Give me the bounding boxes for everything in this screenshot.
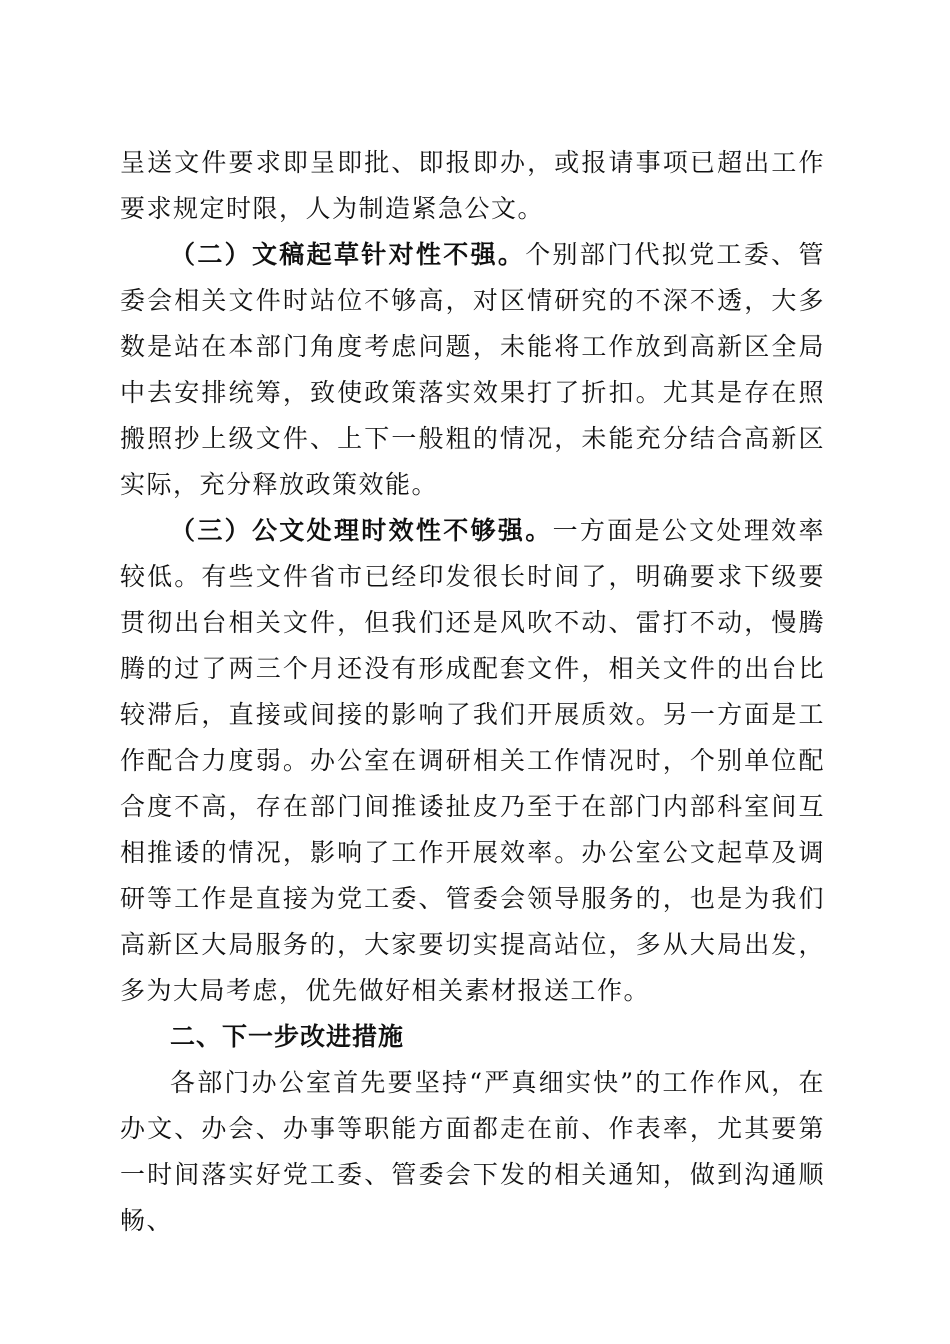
- paragraph-item-two: [120, 232, 825, 508]
- paragraph-measures: [120, 1060, 825, 1244]
- paragraph-text: 呈送文件要求即呈即批、即报即办，或报请事项已超出工作要求规定时限，人为制造紧急公文。: [120, 148, 825, 223]
- paragraph-text: 各部门办公室首先要坚持“严真细实快”的工作作风，在办文、办会、办事等职能方面都走在前、作表率，尤其要第一时间落实好党工委、管委会下发的相关通知，做到沟通顺畅、: [120, 1068, 825, 1235]
- paragraph-text: 个别部门代拟党工委、管委会相关文件时站位不够高，对区情研究的不深不透，大多数是站在本部门角度考虑问题，未能将工作放到高新区全局中去安排统筹，致使政策落实效果打了折扣。尤其是存在照搬照抄上级文件、上下一般粗的情况，未能充分结合高新区实际，充分释放政策效能。: [120, 240, 825, 499]
- paragraph-lead-two: （二）文稿起草针对性不强。: [170, 240, 526, 269]
- paragraph-continuation: [120, 140, 825, 232]
- paragraph-text: 一方面是公文处理效率较低。有些文件省市已经印发很长时间了，明确要求下级要贯彻出台相关文件，但我们还是风吹不动、雷打不动，慢腾腾的过了两三个月还没有形成配套文件，相关文件的出台比较滞后，直接或间接的影响了我们开展质效。另一方面是工作配合力度弱。办公室在调研相关工作情况时，个别单位配合度不高，存在部门间推诿扯皮乃至于在部门内部科室间互相推诿的情况，影响了工作开展效率。办公室公文起草及调研等工作是直接为党工委、管委会领导服务的，也是为我们高新区大局服务的，大家要切实提高站位，多从大局出发，多为大局考虑，优先做好相关素材报送工作。: [120, 516, 825, 1005]
- section-heading: 二、下一步改进措施: [170, 1022, 405, 1051]
- paragraph-lead-three: （三）公文处理时效性不够强。: [170, 516, 553, 545]
- document-body: [120, 140, 825, 1244]
- paragraph-item-three: [120, 508, 825, 1014]
